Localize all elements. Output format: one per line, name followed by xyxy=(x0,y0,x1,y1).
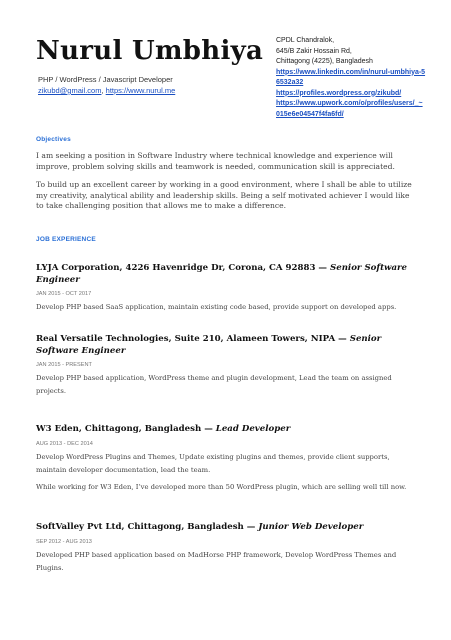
job-role: Senior Software Engineer xyxy=(36,334,382,356)
website-link[interactable]: https://www.nurul.me xyxy=(105,86,176,95)
job-company: Real Versatile Technologies, Suite 210, Alameen Towers, NIPA xyxy=(36,334,336,344)
job-description: Develop WordPress Plugins and Themes, Update existing plugins and themes, provide client supports, maintain developer documentation, lead the team. xyxy=(36,452,390,474)
job-title-dash: — xyxy=(243,522,259,532)
job-entry xyxy=(36,522,421,575)
job-dates: JAN 2015 - PRESENT xyxy=(36,362,92,368)
job-dates: SEP 2012 - AUG 2013 xyxy=(36,538,92,545)
linkedin-link[interactable]: https://www.linkedin.com/in/nurul-umbhiya-56532a32 xyxy=(276,68,426,86)
address-line-1: CPDL Chandralok, xyxy=(276,37,335,44)
resume-name: Nurul Umbhiya xyxy=(36,36,264,66)
job-title-dash: — xyxy=(335,334,350,344)
wordpress-profile-link[interactable]: https://profiles.wordpress.org/zikubd/ xyxy=(276,89,402,97)
job-title xyxy=(36,522,421,534)
job-description: Developed PHP based application based on MadHorse PHP framework, Develop WordPress Themes and Plugins. xyxy=(36,550,397,572)
job-subtitle: PHP / WordPress / Javascript Developer xyxy=(38,75,173,84)
job-title xyxy=(36,334,421,357)
job-entry xyxy=(36,424,421,494)
objective-paragraph-2: To build up an excellent career by working in a good environment, where I shall be able to utilize my creativity, analytical ability and leadership skills. Being a self motivated achiever I would like to take challenging position that allows me to make a difference. xyxy=(36,180,412,211)
email-link[interactable]: zikubd@gmail.com xyxy=(38,86,102,95)
job-description: Develop PHP based SaaS application, maintain existing code based, provide support on developed apps. xyxy=(36,303,397,311)
job-role: Senior Software Engineer xyxy=(36,263,408,285)
job-experience-heading: JOB EXPERIENCE xyxy=(36,236,96,243)
contact-line xyxy=(38,86,175,95)
address-block xyxy=(276,36,426,120)
job-description-extra: While working for W3 Eden, I’ve developed more than 50 WordPress plugin, which are selling well till now. xyxy=(36,482,407,491)
job-company: W3 Eden, Chittagong, Bangladesh xyxy=(36,424,202,434)
job-title-dash: — xyxy=(315,263,331,273)
job-entry xyxy=(36,263,421,314)
job-dates: JAN 2015 - OCT 2017 xyxy=(36,291,92,297)
job-company: SoftValley Pvt Ltd, Chittagong, Bangladesh xyxy=(36,522,244,532)
job-title-dash: — xyxy=(201,424,216,434)
contact-separator: , xyxy=(101,86,104,95)
address-line-3: Chittagong (4225), Bangladesh xyxy=(276,58,373,65)
objectives-heading: Objectives xyxy=(36,136,71,143)
job-title xyxy=(36,424,421,436)
job-entry xyxy=(36,334,421,398)
job-role: Lead Developer xyxy=(215,424,291,434)
address-line-2: 645/B Zakir Hossain Rd, xyxy=(276,47,352,55)
job-role: Junior Web Developer xyxy=(258,522,364,532)
job-title xyxy=(36,263,421,286)
job-description: Develop PHP based application, WordPress theme and plugin development, Lead the team on assigned projects. xyxy=(36,374,392,395)
job-company: LYJA Corporation, 4226 Havenridge Dr, Corona, CA 92883 xyxy=(36,263,316,273)
upwork-profile-link[interactable]: https://www.upwork.com/o/profiles/users/_~015e6e04547f4fa6fd/ xyxy=(276,100,423,118)
objective-paragraph-1: I am seeking a position in Software Industry where technical knowledge and experience will improve, problem solving skills and teamwork is needed, communication skill is appreciated. xyxy=(36,151,395,171)
job-dates: AUG 2013 - DEC 2014 xyxy=(36,440,93,447)
